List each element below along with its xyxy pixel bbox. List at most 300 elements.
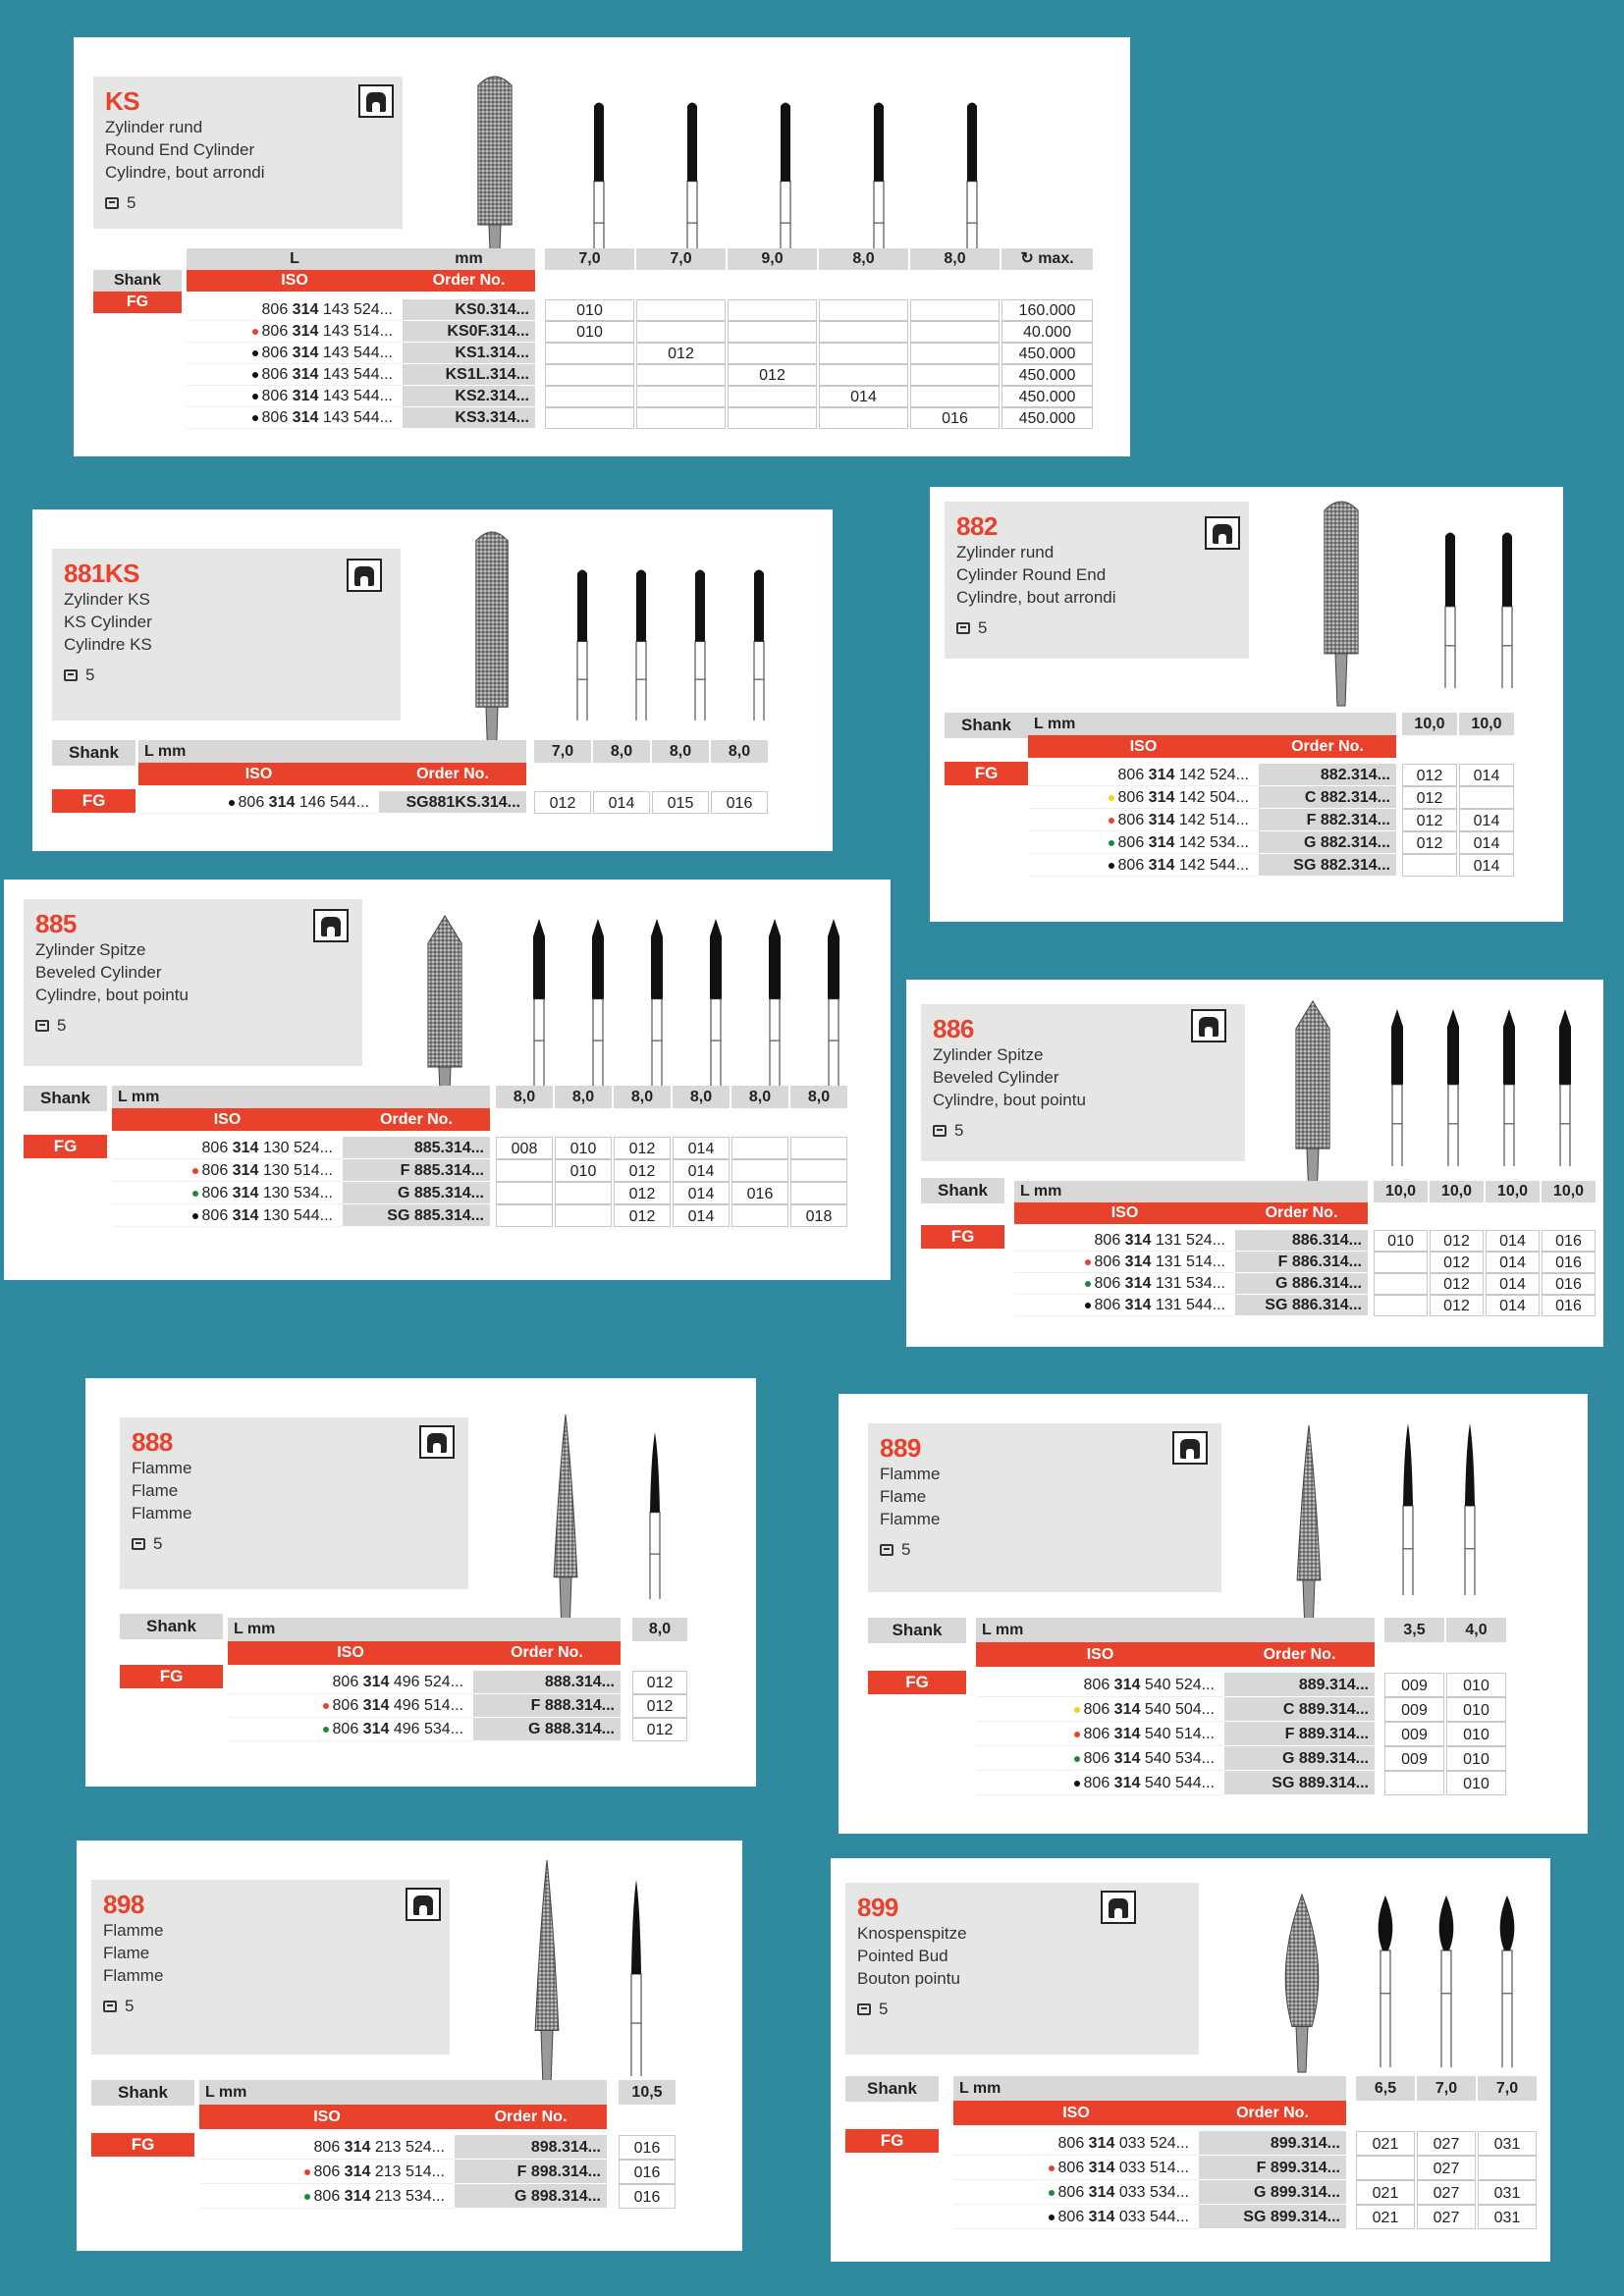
bur-neck xyxy=(1502,607,1512,646)
col-header-iso: ISO xyxy=(1014,1202,1235,1224)
pack-box-icon xyxy=(956,622,970,634)
order-number: G 886.314... xyxy=(1235,1273,1368,1295)
col-header-lmm: L mm xyxy=(112,1086,490,1108)
iso-suffix: 131 524... xyxy=(1151,1232,1225,1249)
grit-color-dot xyxy=(323,1703,329,1709)
order-number: G 882.314... xyxy=(1259,831,1396,854)
iso-suffix: 131 514... xyxy=(1151,1254,1225,1270)
size-value: 016 xyxy=(711,791,768,814)
iso-number xyxy=(953,2180,1199,2205)
iso-suffix: 033 524... xyxy=(1114,2135,1189,2152)
size-value xyxy=(790,1137,847,1159)
size-value: 009 xyxy=(1384,1746,1444,1771)
shank-type-fg: FG xyxy=(91,2133,194,2157)
bur-head xyxy=(1391,1009,1403,1085)
iso-prefix: 806 xyxy=(1094,1275,1125,1292)
size-value xyxy=(545,364,634,386)
iso-suffix: 130 534... xyxy=(258,1185,333,1201)
pack-quantity xyxy=(105,193,391,213)
bur-head xyxy=(754,570,764,642)
iso-suffix: 496 524... xyxy=(389,1674,463,1690)
order-number: G 898.314... xyxy=(455,2184,607,2209)
iso-prefix: 806 xyxy=(313,2139,345,2156)
size-value: 016 xyxy=(1542,1273,1596,1295)
size-value: 012 xyxy=(614,1182,671,1204)
col-header-lmm: L mm xyxy=(138,740,526,763)
size-value xyxy=(819,343,908,364)
pack-count: 5 xyxy=(879,2000,889,2018)
iso-prefix: 806 xyxy=(1117,767,1149,783)
size-value: 031 xyxy=(1478,2180,1537,2205)
bur-neck xyxy=(695,641,705,679)
order-number: 886.314... xyxy=(1235,1230,1368,1252)
bur-neck xyxy=(711,999,721,1041)
iso-suffix: 033 544... xyxy=(1114,2209,1189,2225)
shank-type-fg: FG xyxy=(845,2129,939,2153)
pack-box-icon xyxy=(933,1125,947,1137)
bur-head xyxy=(592,919,604,999)
col-header-lmm: L mm xyxy=(228,1618,621,1641)
col-header-order: Order No. xyxy=(455,2105,607,2129)
product-name-line: Zylinder rund xyxy=(105,118,203,136)
pack-box-icon xyxy=(132,1538,145,1550)
iso-suffix: 142 544... xyxy=(1174,857,1249,874)
size-value xyxy=(1374,1252,1428,1273)
iso-number xyxy=(228,1718,473,1741)
iso-prefix: 806 xyxy=(261,301,293,318)
bur-head xyxy=(828,919,839,999)
size-value xyxy=(790,1182,847,1204)
rotation-speed-icon: ↻ xyxy=(1020,250,1039,267)
bur-neck xyxy=(636,641,646,679)
product-name-line: Flamme xyxy=(132,1504,192,1522)
iso-shank-code: 314 xyxy=(1124,1254,1152,1270)
pack-quantity xyxy=(956,618,1237,638)
iso-shank-code: 314 xyxy=(292,409,319,426)
iso-suffix: 143 544... xyxy=(318,366,393,383)
pack-quantity xyxy=(103,1997,438,2016)
pack-quantity xyxy=(132,1534,457,1554)
iso-prefix: 806 xyxy=(261,345,293,361)
iso-suffix: 496 534... xyxy=(389,1721,463,1737)
iso-suffix: 496 514... xyxy=(389,1697,463,1714)
product-code: 889 xyxy=(880,1433,921,1463)
product-info-box xyxy=(93,77,403,229)
bur-neck xyxy=(967,182,977,224)
pack-quantity xyxy=(880,1540,1210,1560)
length-mm-value: 8,0 xyxy=(711,740,768,763)
size-value: 008 xyxy=(496,1137,553,1159)
grit-color-dot xyxy=(1074,1756,1080,1762)
shank-label: Shank xyxy=(845,2076,939,2102)
product-name-line: Zylinder Spitze xyxy=(933,1045,1044,1064)
grit-color-dot xyxy=(192,1168,198,1174)
bur-neck xyxy=(631,1974,641,2023)
bur-neck xyxy=(874,182,884,224)
iso-number xyxy=(138,791,379,814)
bur-head xyxy=(1500,1896,1515,1950)
iso-prefix: 806 xyxy=(1083,1750,1114,1767)
size-value: 010 xyxy=(555,1137,612,1159)
order-number: G 889.314... xyxy=(1224,1746,1375,1771)
grit-color-dot xyxy=(1049,2165,1055,2171)
pack-box-icon xyxy=(880,1544,893,1556)
bur-head xyxy=(1297,1425,1321,1580)
grit-color-dot xyxy=(1074,1707,1080,1713)
iso-number xyxy=(112,1204,343,1227)
size-value: 012 xyxy=(1402,809,1457,831)
product-name-line: Cylindre, bout pointu xyxy=(933,1091,1086,1109)
col-header-iso: ISO xyxy=(976,1642,1224,1667)
iso-number xyxy=(112,1182,343,1204)
length-mm-value: 7,0 xyxy=(636,248,726,270)
iso-shank-code: 314 xyxy=(1124,1297,1152,1313)
product-name-line: Cylinder Round End xyxy=(956,565,1107,584)
grit-color-dot xyxy=(1109,795,1114,801)
length-mm-value: 8,0 xyxy=(496,1086,553,1108)
size-value: 016 xyxy=(910,407,1000,429)
order-number: G 899.314... xyxy=(1199,2180,1346,2205)
iso-number xyxy=(976,1673,1224,1697)
col-header-lmm: L mm xyxy=(1028,713,1396,735)
size-value: 010 xyxy=(1446,1771,1506,1795)
order-number: F 898.314... xyxy=(455,2160,607,2184)
length-mm-value: 10,5 xyxy=(619,2080,676,2105)
bur-neck xyxy=(577,641,587,679)
iso-number xyxy=(953,2156,1199,2180)
bur-head xyxy=(1447,1009,1459,1085)
pack-box-icon xyxy=(35,1020,49,1032)
iso-prefix: 806 xyxy=(1117,812,1149,828)
iso-shank-code: 314 xyxy=(362,1674,390,1690)
size-value: 010 xyxy=(555,1159,612,1182)
iso-number xyxy=(199,2184,455,2209)
size-value: 014 xyxy=(1486,1295,1540,1316)
iso-number xyxy=(1014,1295,1235,1316)
product-code: 898 xyxy=(103,1890,144,1919)
size-value xyxy=(1384,1771,1444,1795)
iso-number xyxy=(1028,854,1259,877)
size-value: 014 xyxy=(593,791,650,814)
size-value xyxy=(910,364,1000,386)
col-header-iso: ISO xyxy=(1028,735,1259,758)
pack-box-icon xyxy=(64,669,78,681)
order-number: 885.314... xyxy=(343,1137,490,1159)
iso-suffix: 146 544... xyxy=(295,794,369,811)
order-number: KS2.314... xyxy=(403,386,535,407)
bur-neck xyxy=(1502,1950,1512,1994)
order-number: SG 885.314... xyxy=(343,1204,490,1227)
length-mm-value: 10,0 xyxy=(1459,713,1514,735)
iso-number xyxy=(1028,809,1259,831)
size-value: 012 xyxy=(614,1159,671,1182)
iso-suffix: 213 524... xyxy=(370,2139,445,2156)
size-value xyxy=(731,1204,788,1227)
col-header-iso: ISO xyxy=(199,2105,455,2129)
size-value xyxy=(728,407,817,429)
size-value: 031 xyxy=(1478,2131,1537,2156)
iso-number xyxy=(976,1746,1224,1771)
length-mm-value: 4,0 xyxy=(1446,1618,1506,1642)
col-header-order: Order No. xyxy=(1259,735,1396,758)
length-mm-value: 7,0 xyxy=(1478,2076,1537,2101)
iso-prefix: 806 xyxy=(1083,1726,1114,1742)
bur-neck xyxy=(593,999,603,1041)
iso-shank-code: 314 xyxy=(1148,789,1175,806)
product-code: 882 xyxy=(956,511,998,541)
iso-suffix: 540 544... xyxy=(1140,1775,1215,1791)
size-value: 010 xyxy=(1446,1697,1506,1722)
product-name-line: Cylindre, bout arrondi xyxy=(956,588,1116,607)
order-number: KS0.314... xyxy=(403,299,535,321)
bur-head xyxy=(577,570,587,642)
bur-neck xyxy=(1465,1506,1475,1549)
bur-neck xyxy=(1296,2027,1308,2073)
iso-shank-code: 314 xyxy=(232,1185,259,1201)
iso-shank-code: 314 xyxy=(362,1721,390,1737)
iso-suffix: 213 534... xyxy=(370,2188,445,2205)
iso-suffix: 130 544... xyxy=(258,1207,333,1224)
grit-color-dot xyxy=(304,2169,310,2175)
size-value: 012 xyxy=(1430,1295,1484,1316)
iso-shank-code: 314 xyxy=(1113,1701,1141,1718)
size-value: 016 xyxy=(1542,1252,1596,1273)
size-value xyxy=(910,299,1000,321)
length-mm-value: 10,0 xyxy=(1430,1181,1484,1202)
shank-label: Shank xyxy=(93,270,182,292)
iso-suffix: 142 504... xyxy=(1174,789,1249,806)
size-value: 014 xyxy=(1486,1252,1540,1273)
bur-head xyxy=(687,103,697,182)
bur-head xyxy=(1559,1009,1571,1085)
size-value: 010 xyxy=(545,299,634,321)
iso-number xyxy=(976,1722,1224,1746)
iso-suffix: 142 534... xyxy=(1174,834,1249,851)
pack-quantity xyxy=(857,2000,1187,2019)
bur-neck xyxy=(1445,607,1455,646)
size-value xyxy=(819,364,908,386)
size-value: 016 xyxy=(619,2160,676,2184)
order-number: 882.314... xyxy=(1259,764,1396,786)
shank-label: Shank xyxy=(24,1086,107,1111)
tooth-crown-icon xyxy=(1205,516,1240,550)
pack-count: 5 xyxy=(125,1997,135,2015)
max-rpm-value: 160.000 xyxy=(1001,299,1093,321)
pack-quantity xyxy=(933,1121,1233,1141)
iso-number xyxy=(1014,1252,1235,1273)
size-value: 014 xyxy=(1459,764,1514,786)
col-header-iso: ISO xyxy=(228,1641,473,1665)
iso-prefix: 806 xyxy=(1094,1297,1125,1313)
product-name-line: Cylindre KS xyxy=(64,635,152,654)
product-name-line: Knospenspitze xyxy=(857,1924,967,1943)
order-number: C 889.314... xyxy=(1224,1697,1375,1722)
product-name-line: Flame xyxy=(132,1481,179,1500)
iso-number xyxy=(187,343,403,364)
pack-quantity xyxy=(64,666,389,685)
bur-head xyxy=(1403,1423,1413,1506)
grit-color-dot xyxy=(1074,1732,1080,1737)
bur-head xyxy=(631,1880,641,1974)
length-mm-value: 7,0 xyxy=(1417,2076,1476,2101)
length-mm-value: 8,0 xyxy=(593,740,650,763)
order-number: F 899.314... xyxy=(1199,2156,1346,2180)
iso-shank-code: 314 xyxy=(1124,1275,1152,1292)
iso-prefix: 806 xyxy=(332,1697,363,1714)
iso-suffix: 131 534... xyxy=(1151,1275,1225,1292)
size-value xyxy=(1374,1295,1428,1316)
size-value xyxy=(910,386,1000,407)
size-value: 014 xyxy=(673,1182,730,1204)
iso-suffix: 540 514... xyxy=(1140,1726,1215,1742)
bur-head xyxy=(710,919,722,999)
size-value xyxy=(790,1159,847,1182)
product-card-882 xyxy=(930,487,1563,922)
col-header-lmm: L mm xyxy=(953,2076,1346,2101)
size-value xyxy=(1478,2156,1537,2180)
iso-number xyxy=(199,2160,455,2184)
iso-suffix: 143 544... xyxy=(318,409,393,426)
iso-prefix: 806 xyxy=(1083,1677,1114,1693)
pack-quantity xyxy=(35,1016,351,1036)
size-value xyxy=(555,1182,612,1204)
iso-prefix: 806 xyxy=(261,366,293,383)
iso-shank-code: 314 xyxy=(1088,2184,1115,2201)
size-value: 027 xyxy=(1417,2205,1476,2229)
max-rpm-value: 40.000 xyxy=(1001,321,1093,343)
col-header-mm: mm xyxy=(403,248,535,270)
size-value xyxy=(636,364,726,386)
size-value xyxy=(636,299,726,321)
bur-neck xyxy=(650,1513,660,1555)
iso-shank-code: 314 xyxy=(292,366,319,383)
diamond-bur-illustration xyxy=(1285,1423,1332,1634)
size-value xyxy=(496,1159,553,1182)
product-info-box xyxy=(845,1883,1199,2055)
length-mm-value: 8,0 xyxy=(555,1086,612,1108)
length-mm-value: 7,0 xyxy=(534,740,591,763)
size-value: 012 xyxy=(1402,786,1457,809)
size-value: 012 xyxy=(1402,831,1457,854)
product-info-box xyxy=(945,502,1249,659)
order-number: G 888.314... xyxy=(473,1718,621,1741)
col-header-l: L xyxy=(187,248,403,270)
iso-suffix: 142 524... xyxy=(1174,767,1249,783)
pack-count: 5 xyxy=(901,1540,911,1559)
iso-number xyxy=(187,386,403,407)
iso-shank-code: 314 xyxy=(344,2188,371,2205)
size-value: 012 xyxy=(1430,1273,1484,1295)
size-value: 012 xyxy=(534,791,591,814)
product-name-line: Cylindre, bout arrondi xyxy=(105,163,265,182)
order-number: SG881KS.314... xyxy=(379,791,526,814)
length-mm-value: 7,0 xyxy=(545,248,634,270)
iso-shank-code: 314 xyxy=(1113,1677,1141,1693)
bur-head xyxy=(650,1432,660,1513)
size-value: 014 xyxy=(1486,1273,1540,1295)
bur-neck xyxy=(534,999,544,1041)
size-value: 010 xyxy=(1446,1673,1506,1697)
iso-prefix: 806 xyxy=(201,1162,233,1179)
size-value xyxy=(1356,2156,1415,2180)
order-number: F 888.314... xyxy=(473,1694,621,1718)
product-code: KS xyxy=(105,86,140,116)
iso-shank-code: 314 xyxy=(344,2163,371,2180)
iso-shank-code: 314 xyxy=(362,1697,390,1714)
size-value: 010 xyxy=(1446,1746,1506,1771)
size-value: 009 xyxy=(1384,1673,1444,1697)
product-name-line: Pointed Bud xyxy=(857,1947,948,1965)
iso-prefix: 806 xyxy=(1117,789,1149,806)
order-number: KS3.314... xyxy=(403,407,535,429)
pack-box-icon xyxy=(857,2003,871,2015)
bur-neck xyxy=(1403,1506,1413,1549)
size-value: 010 xyxy=(1374,1230,1428,1252)
size-value: 014 xyxy=(819,386,908,407)
product-name-line: Cylindre, bout pointu xyxy=(35,986,189,1004)
size-value: 016 xyxy=(1542,1230,1596,1252)
bur-head xyxy=(478,77,512,225)
size-value: 027 xyxy=(1417,2131,1476,2156)
size-value: 021 xyxy=(1356,2131,1415,2156)
size-value: 010 xyxy=(545,321,634,343)
iso-prefix: 806 xyxy=(1083,1775,1114,1791)
grit-color-dot xyxy=(1085,1259,1091,1265)
size-value xyxy=(636,386,726,407)
grit-color-dot xyxy=(192,1213,198,1219)
tooth-crown-icon xyxy=(358,84,394,118)
grit-color-dot xyxy=(1074,1781,1080,1787)
iso-shank-code: 314 xyxy=(1088,2135,1115,2152)
max-rpm-header xyxy=(1001,248,1093,270)
order-number: F 882.314... xyxy=(1259,809,1396,831)
size-value: 031 xyxy=(1478,2205,1537,2229)
shank-type-fg: FG xyxy=(945,762,1028,785)
bur-head xyxy=(594,103,604,182)
iso-suffix: 540 504... xyxy=(1140,1701,1215,1718)
grit-color-dot xyxy=(1109,863,1114,869)
bur-head xyxy=(1285,1895,1319,2027)
iso-prefix: 806 xyxy=(1094,1254,1125,1270)
bur-head xyxy=(967,103,977,182)
iso-number xyxy=(187,321,403,343)
col-header-order: Order No. xyxy=(343,1108,490,1131)
max-label: max. xyxy=(1038,250,1074,267)
bur-head xyxy=(651,919,663,999)
product-name-line: Beveled Cylinder xyxy=(35,963,162,982)
size-value: 012 xyxy=(636,343,726,364)
iso-suffix: 143 544... xyxy=(318,345,393,361)
bur-neck xyxy=(1392,1085,1402,1124)
iso-shank-code: 314 xyxy=(1088,2160,1115,2176)
iso-shank-code: 314 xyxy=(1148,834,1175,851)
iso-number xyxy=(976,1771,1224,1795)
pack-count: 5 xyxy=(954,1121,964,1140)
bur-head xyxy=(1445,533,1455,607)
bur-neck xyxy=(1448,1085,1458,1124)
bur-head xyxy=(476,532,508,707)
size-value: 018 xyxy=(790,1204,847,1227)
grit-color-dot xyxy=(1109,840,1114,846)
size-value xyxy=(1459,786,1514,809)
pack-count: 5 xyxy=(978,618,988,637)
product-card-ks xyxy=(74,37,1130,456)
size-value xyxy=(910,321,1000,343)
iso-shank-code: 314 xyxy=(1148,767,1175,783)
order-number: F 889.314... xyxy=(1224,1722,1375,1746)
col-header-order: Order No. xyxy=(473,1641,621,1665)
tooth-crown-icon xyxy=(313,909,349,942)
